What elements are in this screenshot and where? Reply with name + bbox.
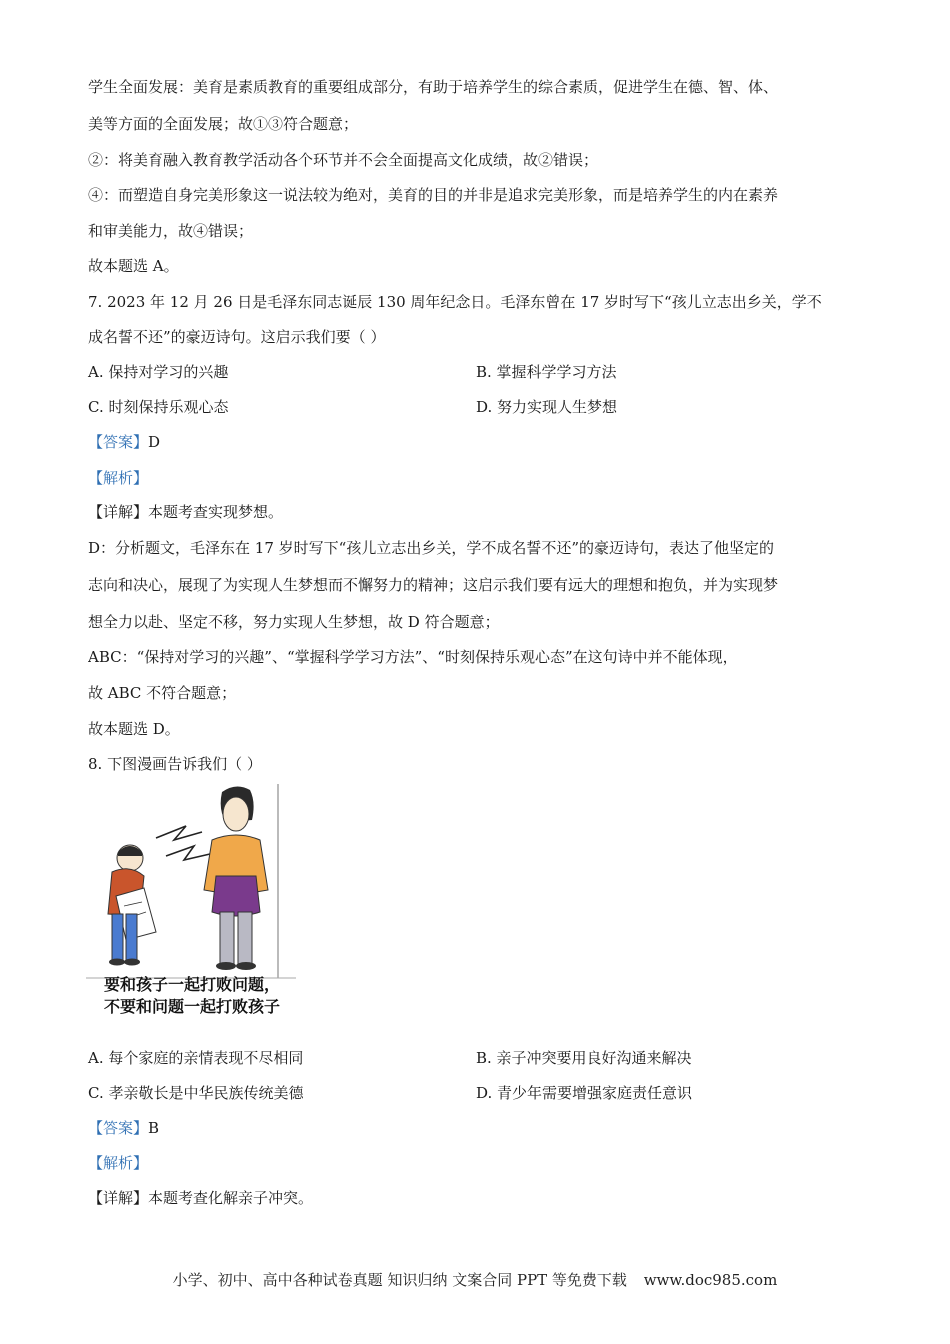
conclusion-line: 故本题选 D。 [88, 720, 180, 738]
question-7-answer [88, 432, 868, 452]
text-line: 和审美能力，故④错误； [88, 222, 254, 240]
question-7-option-a: A. 保持对学习的兴趣 [88, 363, 229, 381]
cartoon-caption: 不要和问题一起打败孩子 [104, 997, 281, 1016]
text-line: 美等方面的全面发展；故①③符合题意； [88, 115, 359, 133]
explanation-line: 志向和决心，展现了为实现人生梦想而不懈努力的精神；这启示我们要有远大的理想和抱负，并为实现梦 [88, 576, 779, 594]
question-8-stem: 8. 下图漫画告诉我们（ ） [88, 755, 262, 773]
explanation-line: 故 ABC 不符合题意； [88, 684, 237, 702]
text-line: 故本题选 A。 [88, 257, 179, 275]
footer-link[interactable]: www.doc985.com [643, 1271, 778, 1289]
text-line: 学生全面发展：美育是素质教育的重要组成部分，有助于培养学生的综合素质，促进学生在德、智、体、 [88, 78, 779, 96]
question-8-answer [88, 1118, 868, 1138]
question-7-option-b: B. 掌握科学学习方法 [476, 363, 617, 381]
question-7-option-d: D. 努力实现人生梦想 [476, 398, 618, 416]
answer-tag: 【答案】 [88, 1119, 149, 1137]
question-7-stem: 7. 2023 年 12 月 26 日是毛泽东同志诞辰 130 周年纪念日。毛泽东曾在 17 岁时写下“孩儿立志出乡关，学不 [88, 293, 822, 311]
explanation-line: D：分析题文，毛泽东在 17 岁时写下“孩儿立志出乡关，学不成名誓不还”的豪迈诗句，表达了他坚定的 [88, 539, 774, 557]
footer-text: 小学、初中、高中各种试卷真题 知识归纳 文案合同 PPT 等免费下载 [172, 1271, 627, 1289]
answer-tag: 【答案】 [88, 433, 149, 451]
analysis-tag: 【解析】 [88, 1154, 149, 1172]
answer-value: D [148, 433, 161, 451]
question-8-option-c: C. 孝亲敬长是中华民族传统美德 [88, 1084, 304, 1102]
question-8-option-b: B. 亲子冲突要用良好沟通来解决 [476, 1049, 692, 1067]
page-footer [0, 1270, 950, 1290]
detail-line: 【详解】本题考查化解亲子冲突。 [88, 1189, 314, 1207]
question-8-option-d: D. 青少年需要增强家庭责任意识 [476, 1084, 693, 1102]
explanation-line: 想全力以赴、坚定不移，努力实现人生梦想，故 D 符合题意； [88, 613, 500, 631]
question-7-stem: 成名誓不还”的豪迈诗句。这启示我们要（ ） [88, 328, 386, 346]
question-8-option-a: A. 每个家庭的亲情表现不尽相同 [88, 1049, 304, 1067]
answer-value: B [148, 1119, 160, 1137]
detail-line: 【详解】本题考查实现梦想。 [88, 503, 284, 521]
text-line: ④：而塑造自身完美形象这一说法较为绝对，美育的目的并非是追求完美形象，而是培养学生的内在素养 [88, 186, 779, 204]
text-line: ②：将美育融入教育教学活动各个环节并不会全面提高文化成绩，故②错误； [88, 151, 599, 169]
question-7-option-c: C. 时刻保持乐观心态 [88, 398, 229, 416]
analysis-tag: 【解析】 [88, 469, 149, 487]
explanation-line: ABC：“保持对学习的兴趣”、“掌握科学学习方法”、“时刻保持乐观心态”在这句诗中并不能体现， [88, 648, 738, 666]
cartoon-caption: 要和孩子一起打败问题， [104, 975, 281, 994]
